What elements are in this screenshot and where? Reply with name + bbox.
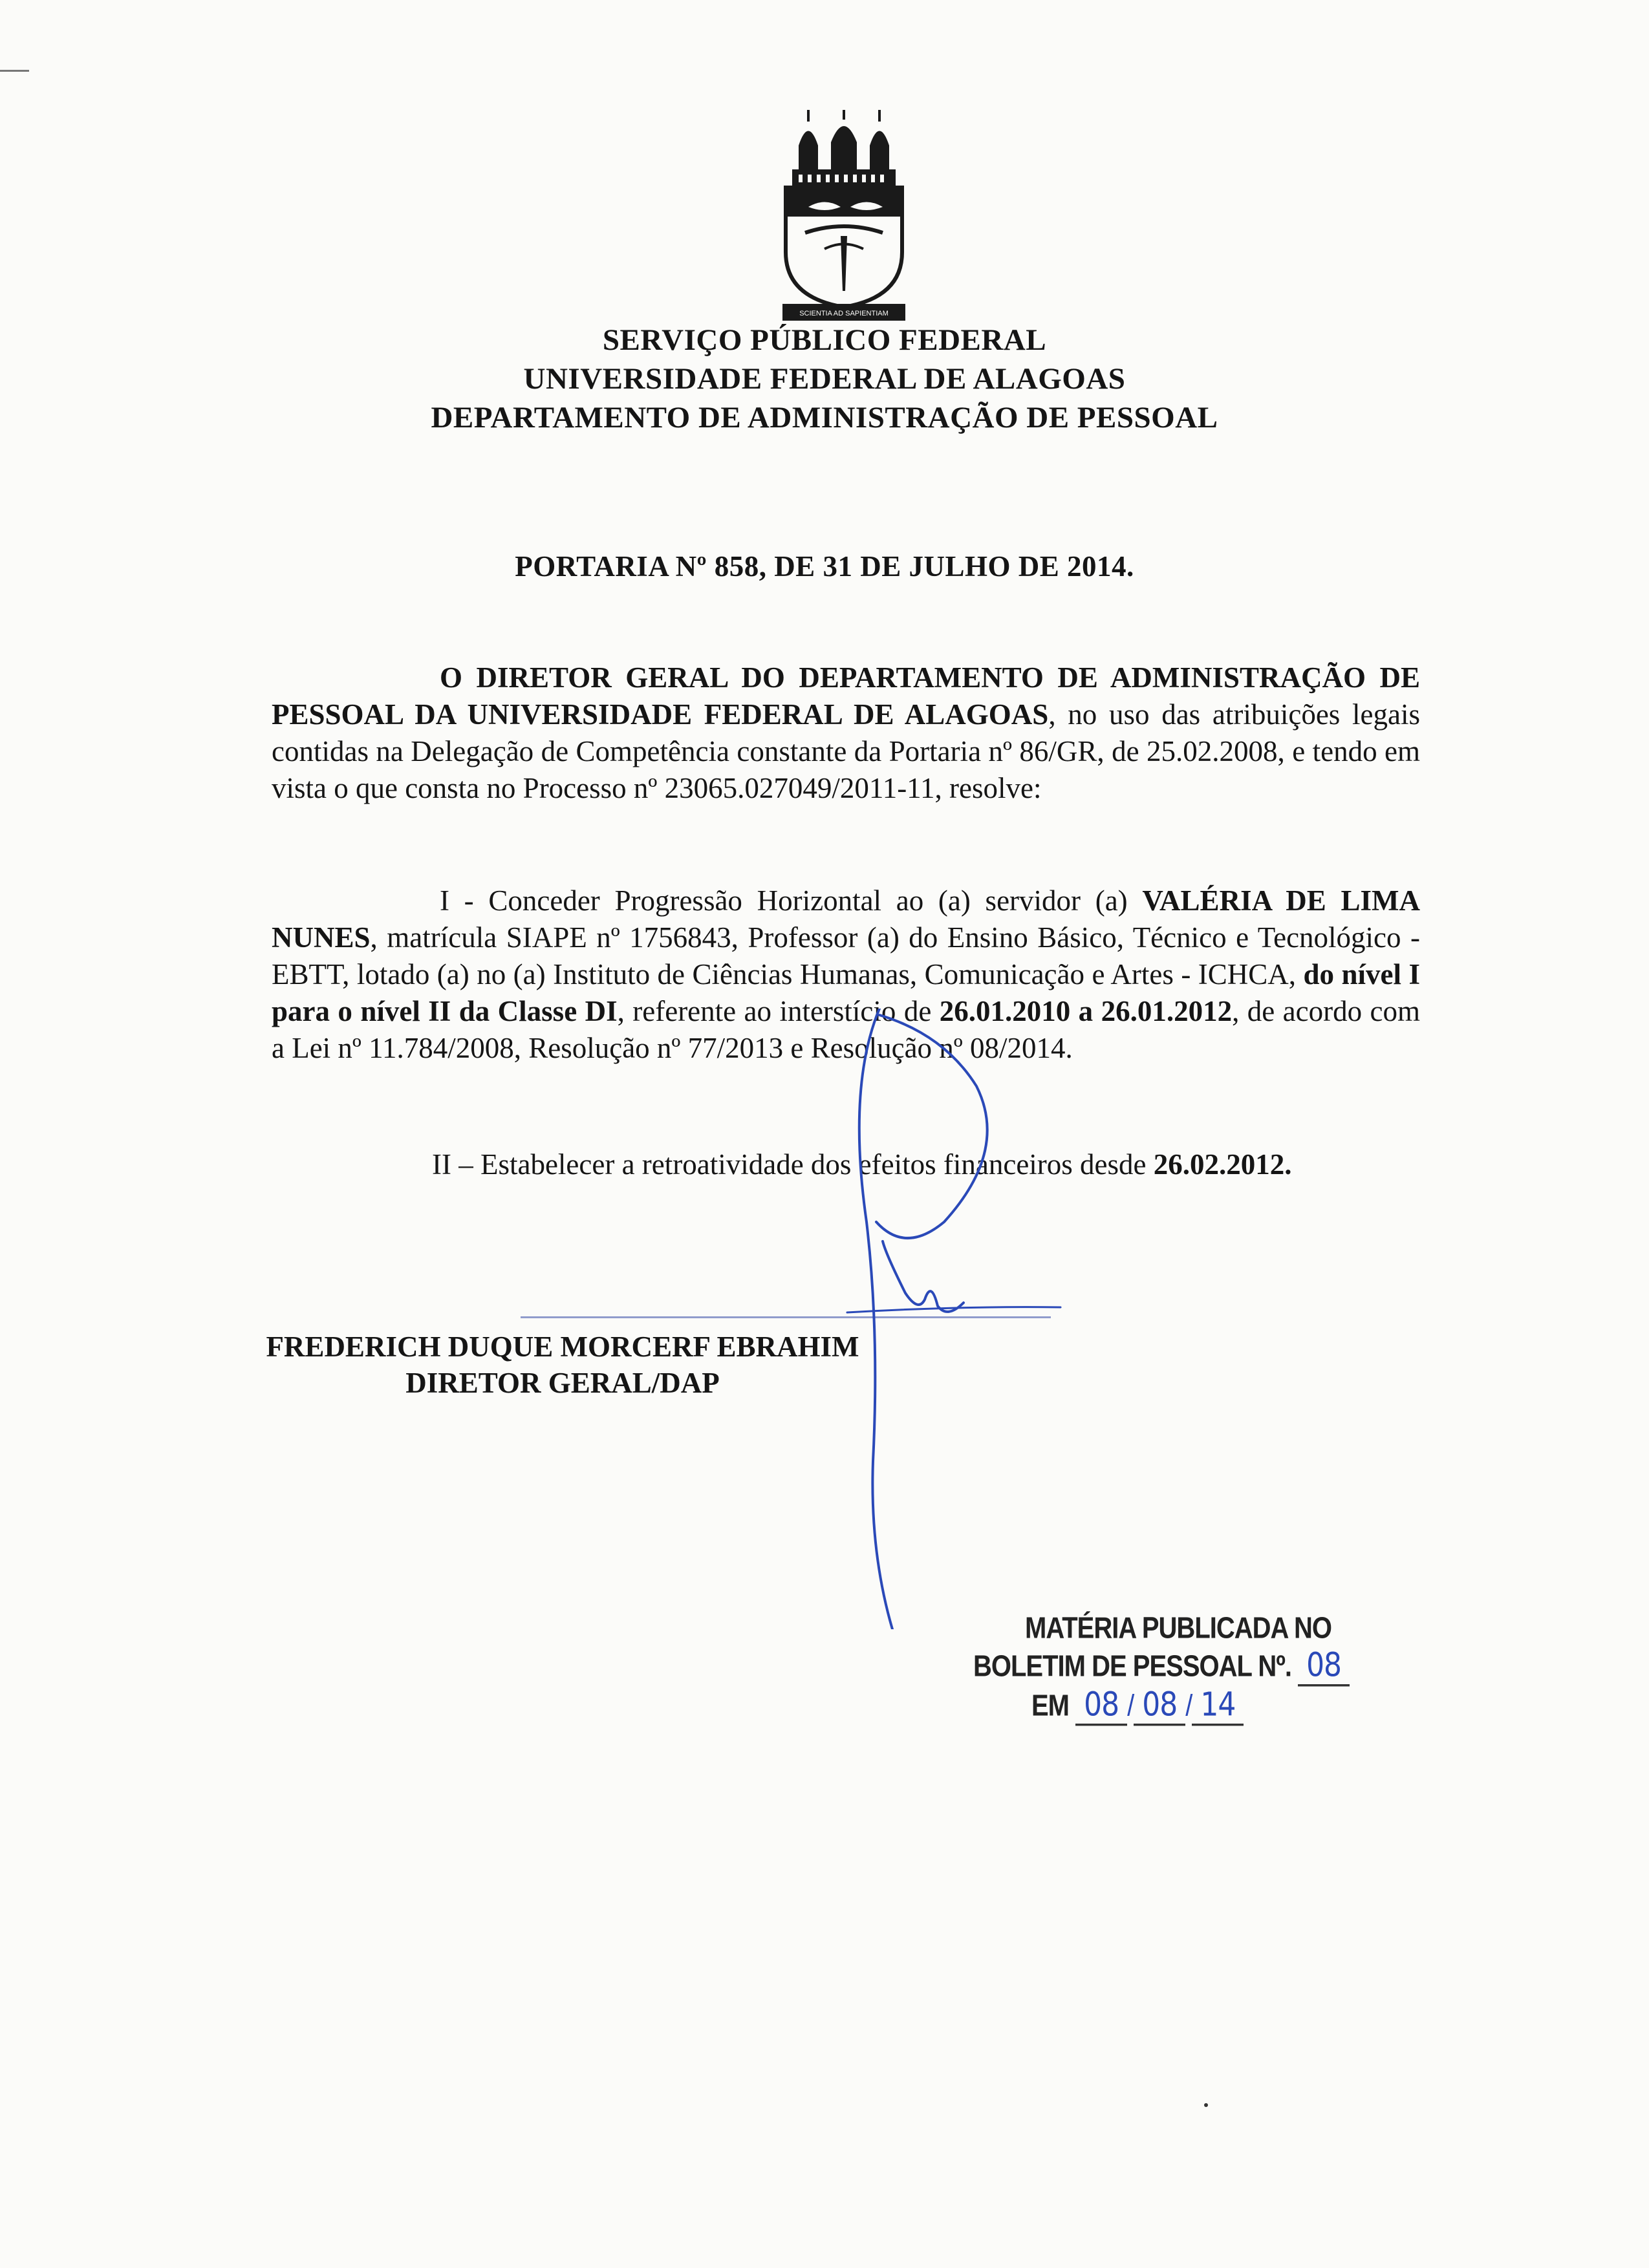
header-line-university: UNIVERSIDADE FEDERAL DE ALAGOAS [523,362,1126,396]
interstice-period: 26.01.2010 a 26.01.2012 [939,995,1233,1027]
stamp-line-published: MATÉRIA PUBLICADA NO [1025,1612,1332,1645]
signatory-block [0,1329,1125,1401]
progression-level: do nível I para o nível II da Classe DI [272,958,1421,1027]
retroactive-date: 26.02.2012. [1153,1148,1292,1181]
header-line-service: SERVIÇO PÚBLICO FEDERAL [602,323,1047,357]
stamp-date-year: 14 [1192,1686,1244,1726]
article-1-text-a: I - Conceder Progressão Horizontal ao (a) servidor (a) [440,884,1143,917]
letterhead [0,321,1649,437]
scan-edge-mark [0,70,29,72]
stamp-date-label: EM [1031,1689,1069,1722]
signatory-name: FREDERICH DUQUE MORCERF EBRAHIM [266,1331,859,1363]
signatory-role: DIRETOR GERAL/DAP [405,1367,720,1399]
intro-authority: O DIRETOR GERAL DO DEPARTAMENTO DE ADMINISTRAÇÃO DE PESSOAL DA UNIVERSIDADE FEDERAL DE ALAGOAS [272,661,1420,731]
stamp-bulletin-number: 08 [1298,1647,1350,1687]
article-1-text-c: , referente ao interstício de [617,995,940,1027]
stamp-line-bulletin [973,1647,1361,1687]
crest-motto: SCIENTIA AD SAPIENTIAM [799,310,889,317]
stamp-date-month: 08 [1134,1686,1185,1726]
header-line-department: DEPARTAMENTO DE ADMINISTRAÇÃO DE PESSOAL [431,401,1218,434]
handwritten-signature [828,1009,1138,1629]
stamp-line-date [973,1686,1361,1726]
publication-stamp [973,1610,1361,1726]
stamp-date-sep-2: / [1185,1689,1192,1722]
article-2-paragraph [432,1146,1467,1183]
signature-line [521,1316,1051,1318]
university-crest-logo [779,110,909,323]
stamp-date-day: 08 [1075,1686,1127,1726]
article-1-text-d: , de acordo com a Lei nº 11.784/2008, Resolução nº 77/2013 e Resolução nº 08/2014. [272,995,1420,1064]
employee-name: VALÉRIA DE LIMA NUNES [272,884,1420,954]
intro-paragraph [272,659,1420,807]
article-2-text: II – Estabelecer a retroatividade dos efeitos financeiros desde [432,1148,1154,1181]
intro-text: , no uso das atribuições legais contidas na Delegação de Competência constante da Portaria nº 86/GR, de 25.02.2008, e tendo em vista o que consta no Processo nº 23065.027049/2011-11, resolve: [272,698,1420,804]
article-1-text-b: , matrícula SIAPE nº 1756843, Professor (a) do Ensino Básico, Técnico e Tecnológico - EBTT, lotado (a) no (a) Instituto de Ciências Humanas, Comunicação e Artes - ICHCA, [272,921,1420,990]
scan-speck [1204,2103,1208,2107]
article-1-paragraph [272,883,1420,1067]
ordinance-title: PORTARIA Nº 858, DE 31 DE JULHO DE 2014. [515,550,1134,583]
stamp-date-sep-1: / [1127,1689,1134,1722]
stamp-bulletin-label: BOLETIM DE PESSOAL Nº. [973,1650,1291,1683]
